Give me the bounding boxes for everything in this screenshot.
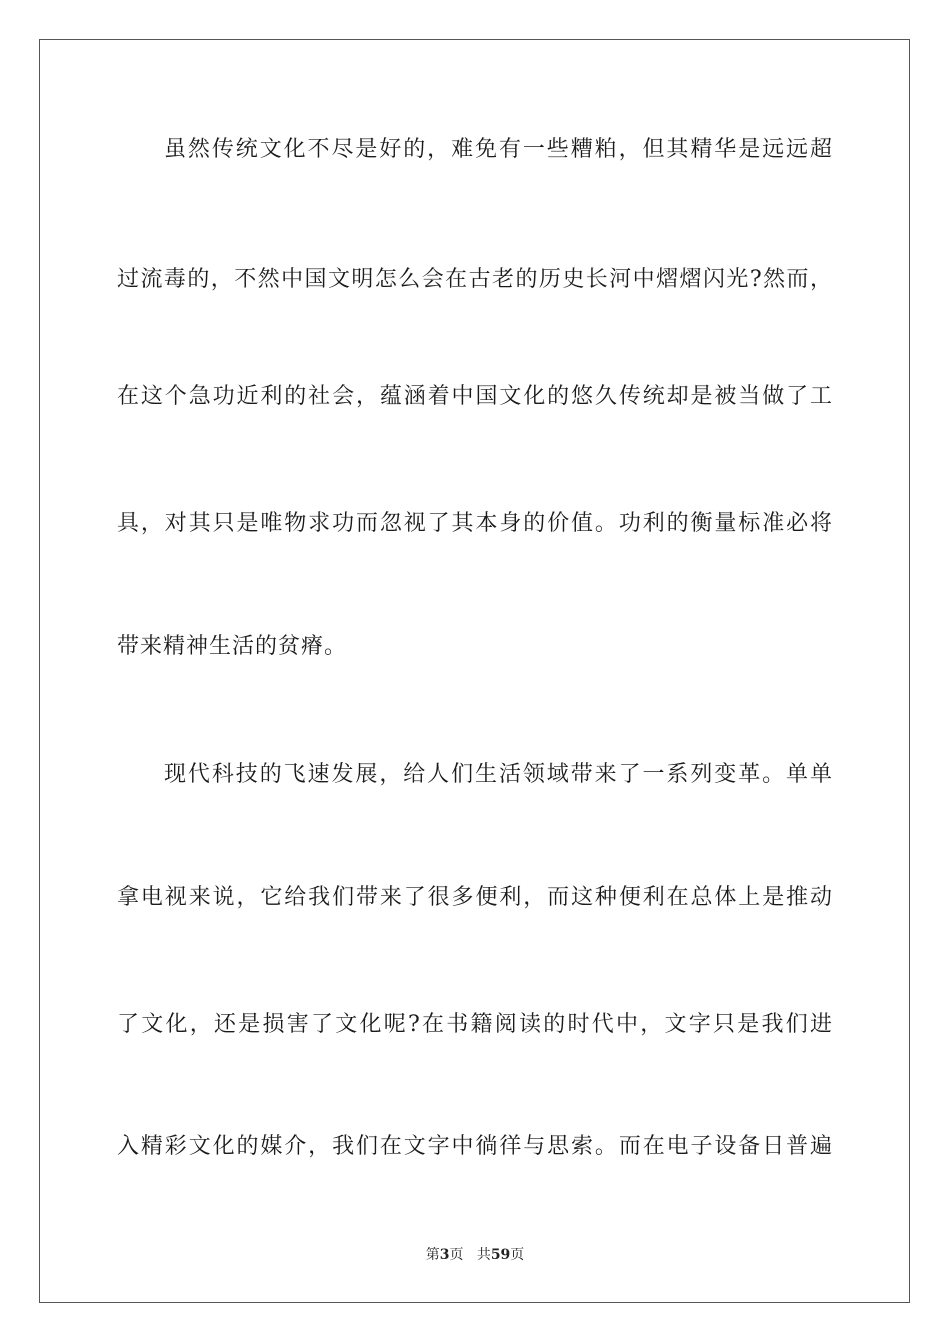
page-frame bbox=[39, 39, 910, 1303]
total-pages: 59 bbox=[490, 1247, 511, 1263]
page-prefix: 第 bbox=[425, 1247, 440, 1263]
paragraph-2-line-3: 了文化，还是损害了文化呢?在书籍阅读的时代中，文字只是我们进 bbox=[117, 1012, 833, 1037]
paragraph-1-line-3: 在这个急功近利的社会，蕴涵着中国文化的悠久传统却是被当做了工 bbox=[117, 384, 833, 409]
page-number: 3 bbox=[439, 1247, 450, 1263]
paragraph-1-line-4: 具，对其只是唯物求功而忽视了其本身的价值。功利的衡量标准必将 bbox=[117, 511, 833, 536]
total-suffix: 页 bbox=[510, 1247, 525, 1263]
paragraph-1-line-5: 带来精神生活的贫瘠。 bbox=[117, 634, 348, 659]
total-prefix: 共 bbox=[476, 1247, 491, 1263]
page-suffix: 页 bbox=[449, 1247, 464, 1263]
page-footer bbox=[0, 1245, 950, 1265]
paragraph-2-line-4: 入精彩文化的媒介，我们在文字中徜徉与思索。而在电子设备日普遍 bbox=[117, 1134, 833, 1159]
paragraph-1-line-1: 虽然传统文化不尽是好的，难免有一些糟粕，但其精华是远远超 bbox=[164, 137, 833, 162]
paragraph-2-line-2: 拿电视来说，它给我们带来了很多便利，而这种便利在总体上是推动 bbox=[117, 885, 833, 910]
paragraph-2-line-1: 现代科技的飞速发展，给人们生活领域带来了一系列变革。单单 bbox=[164, 762, 833, 787]
paragraph-1-line-2: 过流毒的，不然中国文明怎么会在古老的历史长河中熠熠闪光?然而， bbox=[117, 267, 833, 292]
